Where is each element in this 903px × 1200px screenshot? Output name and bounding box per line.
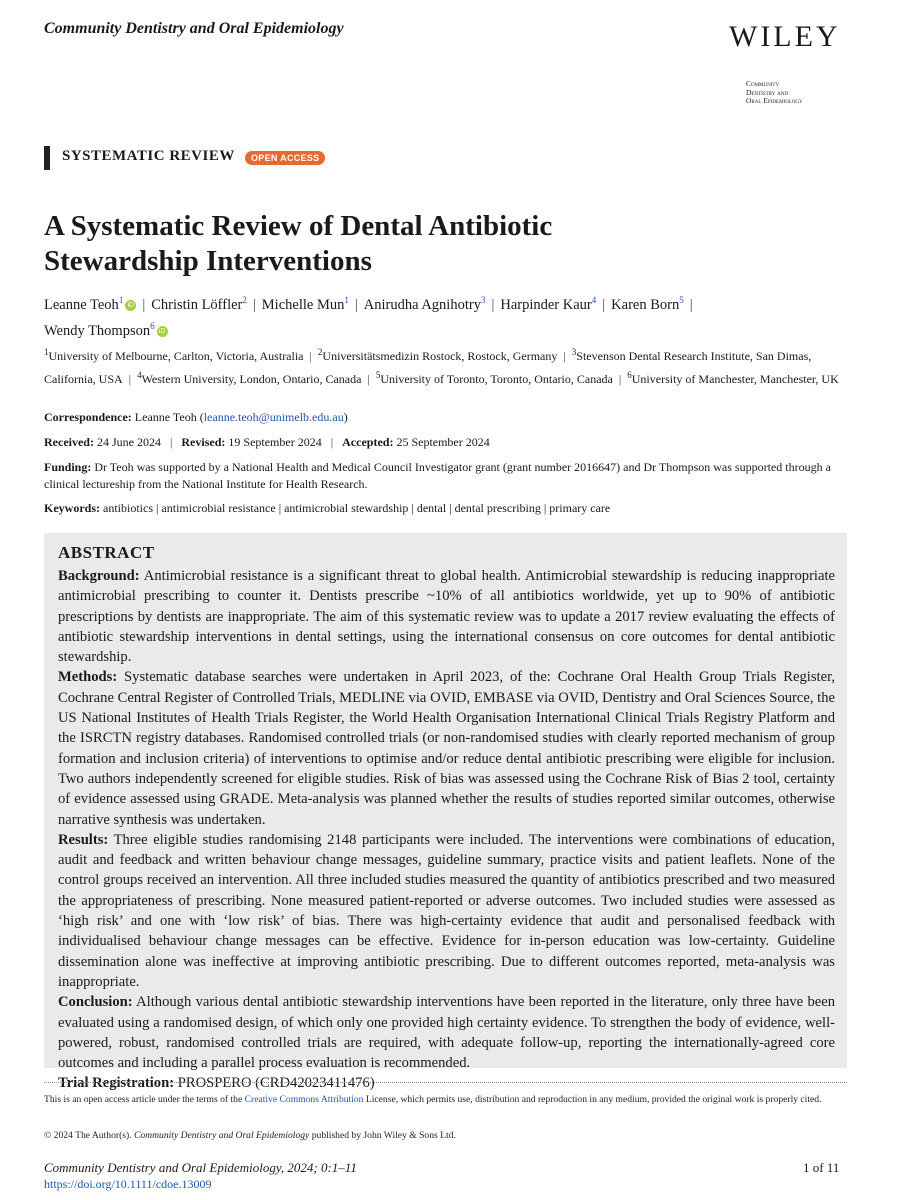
abstract-section-label: Methods:	[58, 669, 118, 686]
separator: |	[309, 349, 312, 363]
author-name: Anirudha Agnihotry	[363, 296, 481, 313]
affiliation-text: Universitätsmedizin Rostock, Rostock, Germany	[322, 349, 558, 363]
separator: |	[354, 296, 358, 313]
author-name: Harpinder Kaur	[500, 296, 592, 313]
keyword: antibiotics	[103, 501, 153, 515]
abstract-section	[58, 992, 835, 1073]
copyright-notice: © 2024 The Author(s). Community Dentistry and Oral Epidemiology published by John Wiley & Sons Ltd.	[44, 1130, 456, 1141]
author-name: Christin Löffler	[151, 296, 243, 313]
affiliation-text: Stevenson Dental Research Institute, San Dimas, California, USA	[44, 349, 812, 386]
separator: |	[142, 296, 146, 313]
author	[151, 297, 247, 313]
affiliation-text: University of Toronto, Toronto, Ontario, Canada	[380, 371, 613, 386]
author-name: Karen Born	[611, 296, 680, 313]
abstract-section	[58, 566, 835, 667]
author	[364, 297, 486, 313]
abstract-section	[58, 667, 835, 829]
affiliation-number: 3	[571, 347, 577, 357]
keyword: dental prescribing	[454, 501, 541, 515]
author	[611, 297, 684, 313]
page-number: 1 of 11	[803, 1160, 840, 1175]
abstract-body	[58, 566, 835, 1094]
author-affiliation-number: 1	[344, 295, 349, 305]
author-affiliation-number: 2	[242, 295, 247, 305]
separator: |	[602, 296, 606, 313]
abstract-section-label: Background:	[58, 568, 140, 584]
abstract-section	[58, 830, 835, 992]
section-bar	[44, 146, 50, 170]
section-label: SYSTEMATIC REVIEW	[62, 148, 235, 164]
keyword: antimicrobial resistance	[161, 501, 276, 515]
separator: |	[446, 501, 455, 515]
abstract-section-text: Although various dental antibiotic stewardship interventions have been reported in the literature, only three have been evaluated using a randomised design, of which only one provided high certainty evidence. To strengthen the body of evidence, well-powered, robust, randomised controlled trials are required, with adequate follow-up, reporting the internationally-agreed core outcomes and including a parallel process evaluation is recommended.	[58, 994, 835, 1072]
separator: |	[275, 501, 285, 515]
abstract-section-text: Systematic database searches were undertaken in April 2023, of the: Cochrane Oral Health Group Trials Register, Cochrane Central Register of Controlled Trials, MEDLINE via OVID, EMBASE via OVID, Dentistry and Oral Sciences Source, the US National Institutes of Health Trials Register, the World Health Organisation International Clinical Trials Registry Platform and the ISRCTN registry databases. Randomised controlled trials (or non-randomised studies with clearly reported mechanism of group formation and inclusion criteria) of interventions to optimise and/or reduce dental antibiotic prescribing were eligible for inclusion. Two authors independently screened for eligible studies. Risk of bias was assessed using the Cochrane Risk of Bias 2 tool, certainty of evidence assessed using GRADE. Meta-analysis was planned whether the results of studies reported similar outcomes, otherwise narrative synthesis was undertaken.	[58, 669, 835, 828]
article-title: A Systematic Review of Dental Antibiotic Stewardship Interventions	[44, 210, 553, 277]
abstract-section-label: Conclusion:	[58, 994, 133, 1011]
separator: |	[563, 349, 566, 363]
separator: |	[367, 371, 370, 386]
abstract-section-text: Three eligible studies randomising 2148 participants were included. The interventions were combinations of education, audit and feedback and written behaviour change messages, guideline summary, practice visits and patient leaflets. None of the control groups received an intervention. All three included studies measured the quantity of antibiotics prescribed and two measured the appropriateness of prescribing. None measured patient-reported or adverse outcomes. Two included studies were assessed as ‘high risk’ and one with ‘low risk’ of bias. There was high-certainty evidence that audit and personalised feedback with individualised behaviour change messages can be effective. Evidence for in-person education was low-certainty. Guideline dissemination alone was ineffective at improving antibiotic prescribing. Due to different outcomes reported, meta-analysis was inappropriate.	[58, 831, 835, 990]
abstract-heading: ABSTRACT	[58, 543, 155, 562]
orcid-icon[interactable]: iD	[157, 326, 168, 337]
footer-citation: Community Dentistry and Oral Epidemiology, 2024; 0:1–11	[44, 1160, 357, 1175]
author-affiliation-number: 6	[150, 320, 155, 331]
abstract-section-label: Trial Registration:	[58, 1075, 175, 1092]
keywords: Keywords: antibiotics | antimicrobial resistance | antimicrobial stewardship | dental | dental prescribing | primary care	[44, 501, 611, 515]
affiliation-text: University of Melbourne, Carlton, Victoria, Australia	[48, 349, 304, 363]
correspondence: Correspondence: Leanne Teoh (leanne.teoh@unimelb.edu.au)	[44, 410, 348, 424]
separator: |	[153, 501, 162, 515]
affiliation-number: 1	[44, 347, 49, 357]
affiliation-number: 2	[317, 347, 323, 357]
journal-header: Community Dentistry and Oral Epidemiology	[44, 20, 344, 37]
abstract-section-text: Antimicrobial resistance is a significant threat to global health. Antimicrobial stewardship is reducing inappropriate antimicrobial prescribing to counter it. Dentists prescribe ~10% of all antibiotics worldwide, yet up to 90% of antibiotic prescriptions by dentists are inappropriate. The aim of this systematic review was to update a 2017 review evaluating the effects of antibiotic stewardship interventions in dental settings, using the international consensus on core outcomes for dental antibiotic stewardship.	[58, 568, 835, 666]
funding: Funding: Dr Teoh was supported by a National Health and Medical Council Investigator grant (grant number 2016647) and Dr Thompson was supported through a clinical lectureship from the National Institute for Health Research.	[44, 460, 831, 491]
author-name: Wendy Thompson	[44, 322, 151, 339]
license-notice: This is an open access article under the terms of the Creative Commons Attribution License, which permits use, distribution and reproduction in any medium, provided the original work is properly cited.	[44, 1094, 822, 1105]
affiliation-text: Western University, London, Ontario, Canada	[141, 371, 362, 386]
separator: |	[252, 296, 256, 313]
keyword: dental	[416, 501, 447, 515]
affiliation-number: 4	[137, 369, 142, 380]
author-affiliation-number: 4	[591, 295, 597, 305]
author-affiliation-number: 3	[480, 295, 486, 305]
affiliation-number: 6	[627, 369, 632, 380]
author	[500, 297, 596, 313]
keyword-list	[103, 501, 610, 515]
author	[44, 297, 136, 313]
keyword: antimicrobial stewardship	[284, 501, 409, 515]
orcid-icon[interactable]: iD	[125, 300, 136, 311]
separator: |	[128, 371, 132, 386]
author	[262, 297, 349, 313]
journal-logo: Community Dentistry and Oral Epidemiology	[746, 79, 803, 105]
affiliations	[44, 343, 854, 388]
author	[44, 320, 168, 339]
author-list	[44, 290, 844, 342]
author-affiliation-number: 5	[679, 295, 684, 305]
separator: |	[618, 371, 622, 386]
separator: |	[689, 296, 693, 313]
keyword: primary care	[549, 501, 611, 515]
author-affiliation-number: 1	[118, 295, 124, 305]
footer-divider	[44, 1082, 847, 1083]
wiley-logo: WILEY	[729, 20, 841, 53]
author-name: Michelle Mun	[261, 296, 345, 313]
abstract-section	[58, 1073, 835, 1093]
doi-link[interactable]: https://doi.org/10.1111/cdoe.13009	[44, 1177, 212, 1191]
abstract-section-label: Results:	[58, 831, 109, 848]
affiliation-number: 5	[375, 369, 381, 380]
author-name: Leanne Teoh	[44, 296, 119, 313]
email-link[interactable]: leanne.teoh@unimelb.edu.au	[203, 410, 344, 424]
affiliation-text: University of Manchester, Manchester, UK	[631, 371, 839, 386]
separator: |	[408, 501, 417, 515]
abstract-section-text: PROSPERO (CRD42023411476)	[177, 1075, 375, 1092]
article-dates: Received: 24 June 2024 | Revised: 19 September 2024 | Accepted: 25 September 2024	[44, 435, 490, 449]
license-link[interactable]: Creative Commons Attribution	[244, 1094, 364, 1105]
separator: |	[491, 296, 495, 313]
open-access-badge: OPEN ACCESS	[245, 151, 325, 165]
separator: |	[540, 501, 550, 515]
